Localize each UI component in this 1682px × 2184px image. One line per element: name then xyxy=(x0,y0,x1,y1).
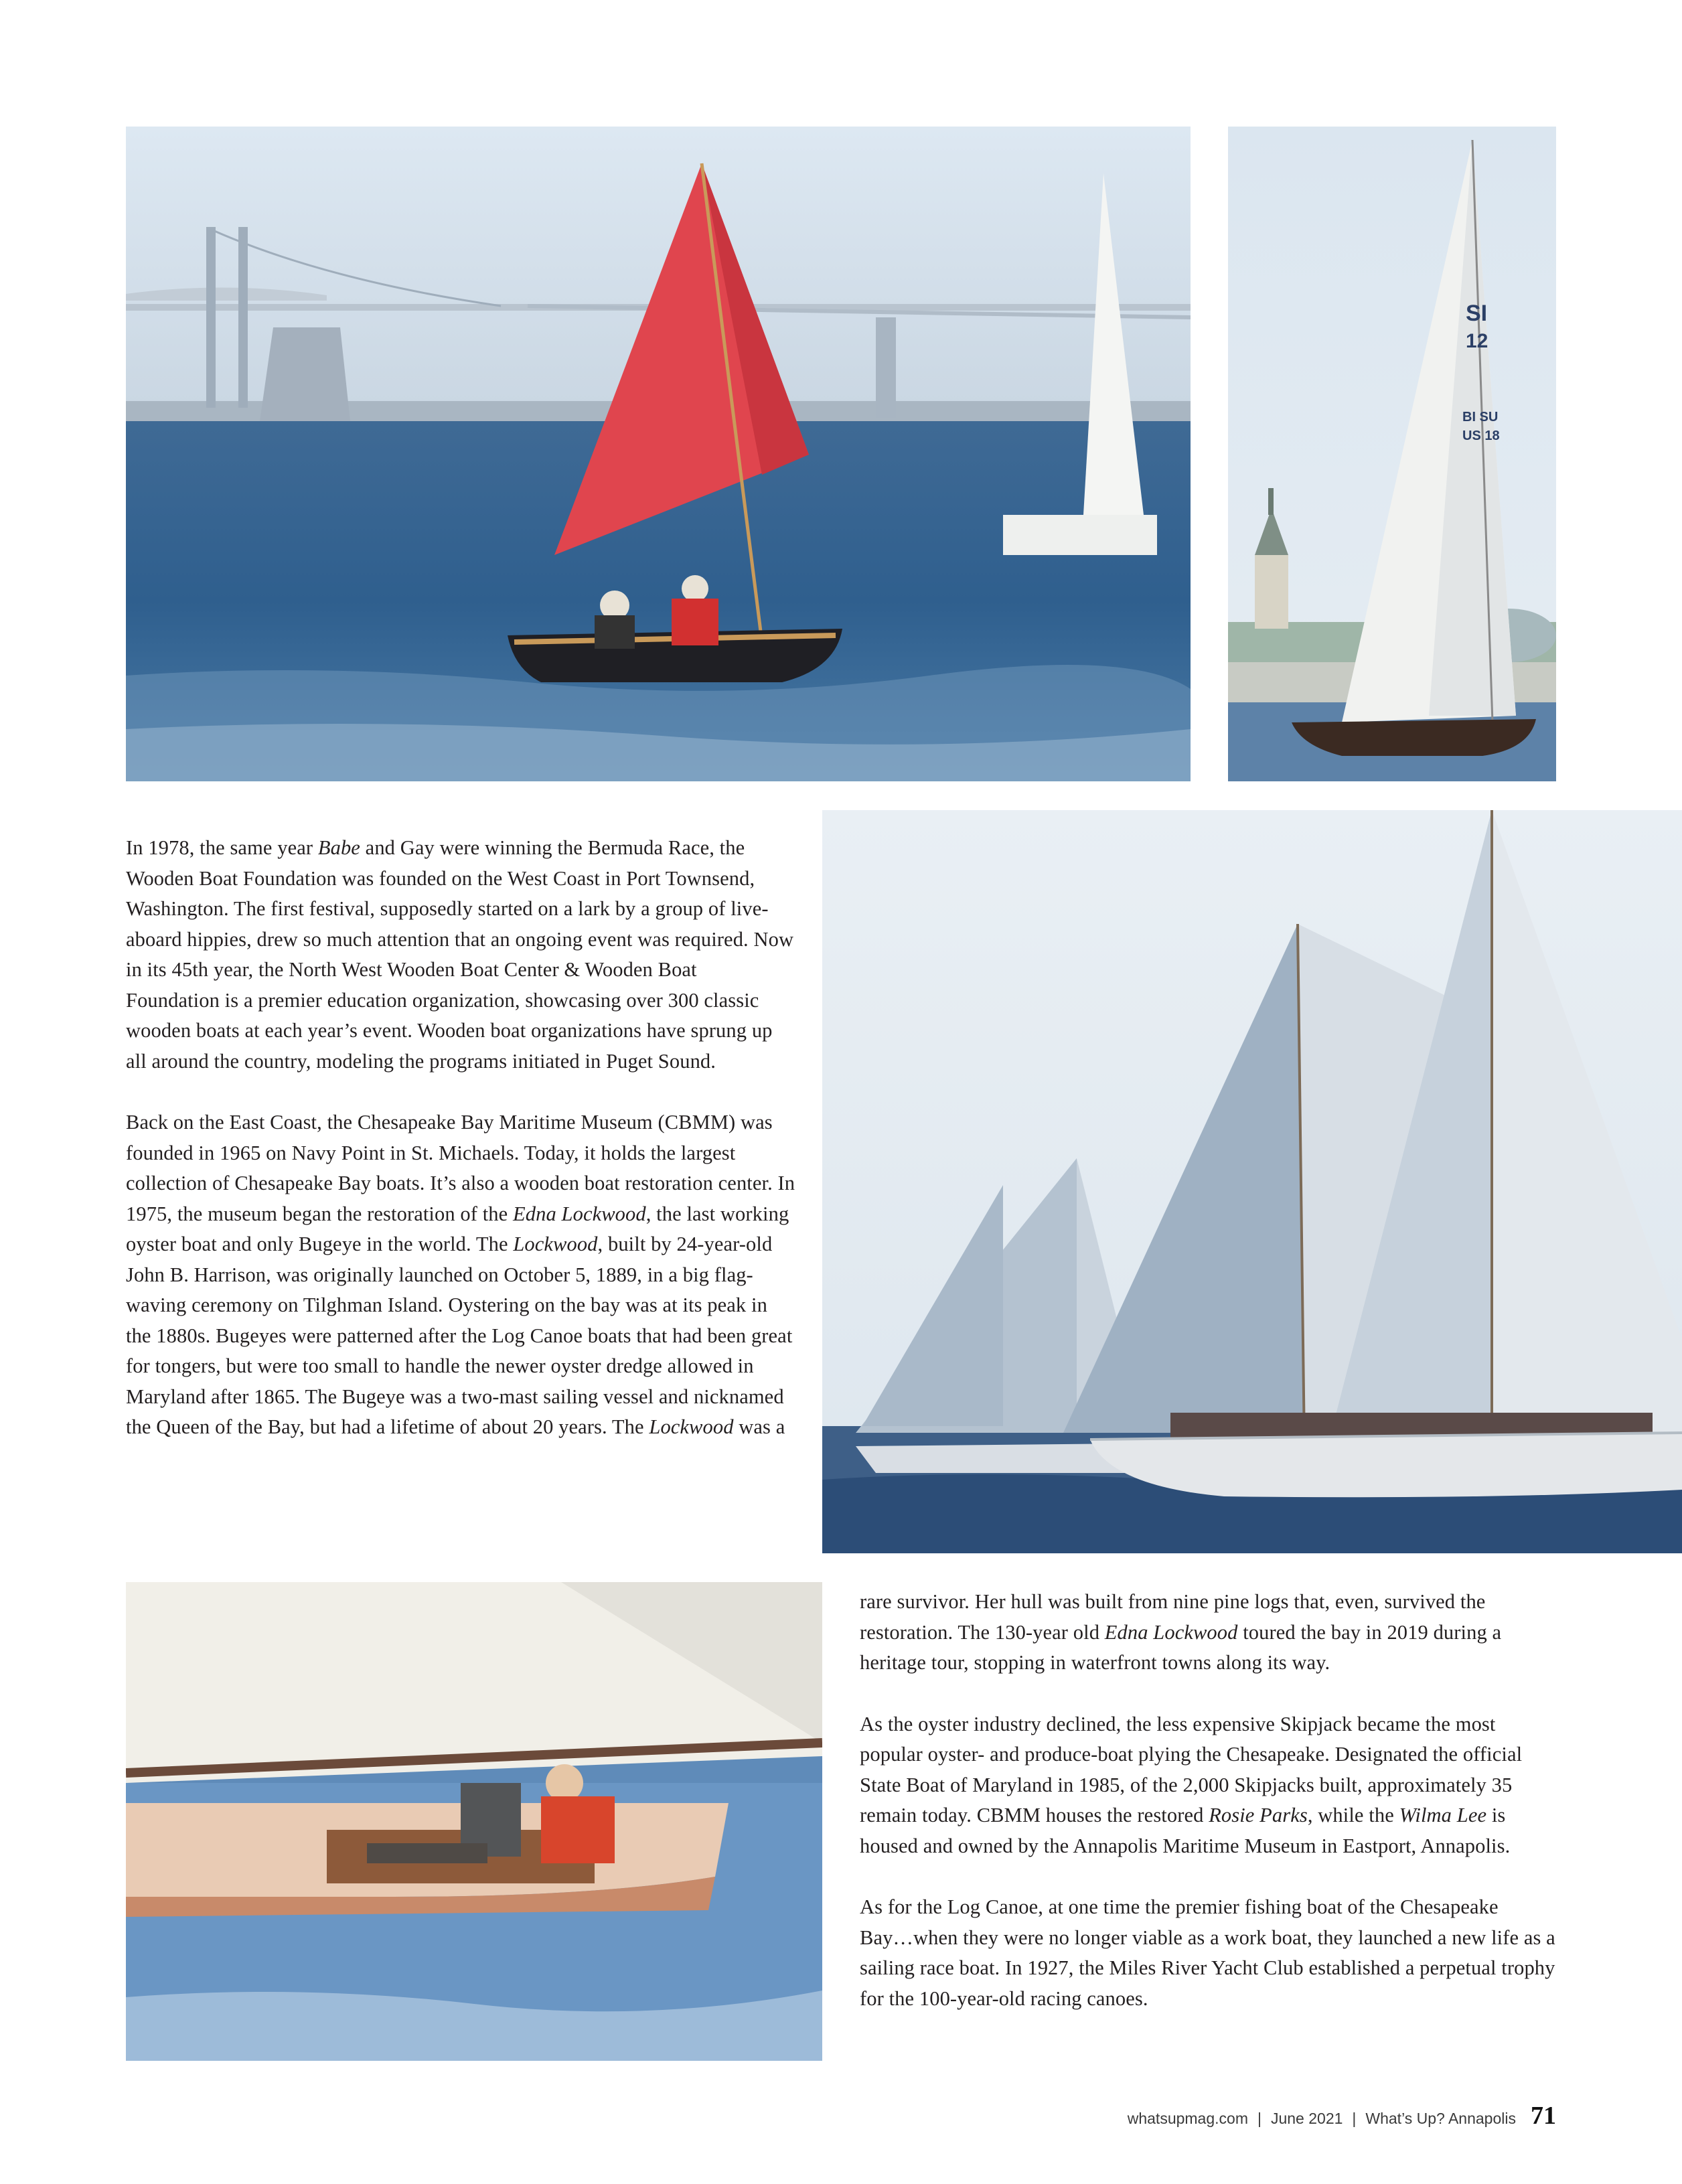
italic-title: Babe xyxy=(317,836,360,859)
photo-log-canoe xyxy=(126,1582,822,2061)
text-run: rare survivor. Her hull was built from nine pine logs that, even, survived the restoration. The 130-year old xyxy=(860,1590,1486,1644)
article-paragraph-5 xyxy=(860,1892,1556,2014)
article-paragraph-3 xyxy=(860,1587,1556,1679)
text-run: toured the bay in 2019 during a heritage tour, stopping in waterfront towns along its way. xyxy=(860,1620,1502,1674)
sail-number: 12 xyxy=(1466,330,1488,352)
italic-title: Lockwood xyxy=(513,1233,598,1255)
text-run: As the oyster industry declined, the less expensive Skipjack became the most popular oyster- and produce-boat plying the Chesapeake. Designated the official State Boat of Maryland in 1985, of the 2,000 Skipjacks built, approximately 35 remain today. CBMM houses the restored xyxy=(860,1712,1523,1826)
photo-white-sloop xyxy=(1228,127,1556,781)
article-column-right xyxy=(860,1587,1556,2014)
text-run: , while the xyxy=(1307,1804,1399,1826)
italic-title: Edna Lockwood xyxy=(1104,1620,1238,1644)
footer-separator-1: | xyxy=(1257,2110,1262,2127)
page-footer xyxy=(1128,2101,1556,2130)
text-run: is housed and owned by the Annapolis Maritime Museum in Eastport, Annapolis. xyxy=(860,1804,1511,1857)
italic-title: Wilma Lee xyxy=(1399,1804,1487,1826)
text-run: and Gay were winning the Bermuda Race, the Wooden Boat Foundation was founded on the West Coast in Port Townsend, Washington. The first festival, supposedly started on a lark by a group of live-aboard hippies, drew so much attention that an ongoing event was required. Now in its 45th year, the North West Wooden Boat Center & Wooden Boat Foundation is a premier education organization, showcasing over 300 classic wooden boats at each year’s event. Wooden boat organizations have sprung up all around the country, modeling the programs initiated in Puget Sound. xyxy=(126,836,794,1073)
text-run: , built by 24-year-old John B. Harrison, was originally launched on October 5, 1889, in a big flag-waving ceremony on Tilghman Island. Oystering on the bay was at its peak in the 1880s. Bugeyes were patterned after the Log Canoe boats that had been great for tongers, but were too small to handle the newer oyster dredge allowed in Maryland after 1865. The Bugeye was a two-mast sailing vessel and nicknamed the Queen of the Bay, but had a lifetime of about 20 years. The xyxy=(126,1233,793,1438)
italic-title: Edna Lockwood xyxy=(513,1202,646,1225)
footer-site: whatsupmag.com xyxy=(1127,2110,1248,2127)
italic-title: Rosie Parks xyxy=(1209,1804,1308,1826)
text-run: , the last working oyster boat and only Bugeye in the world. The xyxy=(126,1202,789,1255)
article-paragraph-1 xyxy=(126,833,795,1077)
sail-registration-1: BI SU xyxy=(1462,410,1499,424)
text-run: Back on the East Coast, the Chesapeake Bay Maritime Museum (CBMM) was founded in 1965 on Navy Point in St. Michaels. Today, it holds the largest collection of Chesapeake Bay boats. It’s also a wooden boat restoration center. In 1975, the museum began the restoration of the xyxy=(126,1111,795,1225)
footer-issue: June 2021 xyxy=(1270,2110,1343,2127)
sail-registration-2: US 18 xyxy=(1462,428,1500,443)
article-column-left xyxy=(126,833,795,1443)
sail-class-mark: SI xyxy=(1466,301,1488,326)
text-run: was a xyxy=(733,1415,785,1438)
photo-schooners xyxy=(822,810,1682,1553)
page-number: 71 xyxy=(1531,2102,1556,2130)
article-paragraph-4 xyxy=(860,1709,1556,1862)
article-paragraph-2 xyxy=(126,1107,795,1443)
footer-separator-2: | xyxy=(1352,2110,1357,2127)
photo-red-sail-dinghy xyxy=(126,127,1191,781)
text-run: As for the Log Canoe, at one time the premier fishing boat of the Chesapeake Bay…when they were no longer viable as a work boat, they launched a new life as a sailing race boat. In 1927, the Miles River Yacht Club established a perpetual trophy for the 100-year-old racing canoes. xyxy=(860,1895,1555,2010)
italic-title: Lockwood xyxy=(649,1415,734,1438)
footer-publication: What’s Up? Annapolis xyxy=(1365,2110,1516,2127)
text-run: In 1978, the same year xyxy=(126,836,318,859)
